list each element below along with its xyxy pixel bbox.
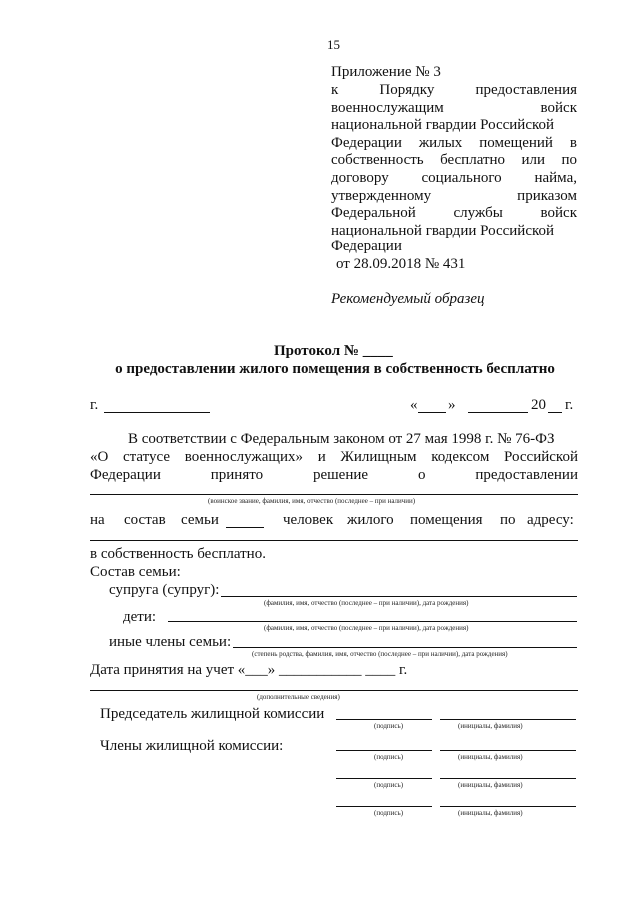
caption-initials: (инициалы, фамилия) bbox=[458, 722, 523, 730]
paragraph-word: принято bbox=[210, 467, 264, 483]
member-3-name-field[interactable] bbox=[440, 806, 576, 807]
caption-children: (фамилия, имя, отчество (последнее – при наличии), дата рождения) bbox=[264, 624, 469, 632]
month-field[interactable] bbox=[468, 412, 528, 413]
paragraph-word: предоставлении bbox=[475, 467, 578, 483]
family-composition-label: Состав семьи: bbox=[90, 564, 181, 580]
paragraph-word: о bbox=[417, 467, 426, 483]
appendix-word: войск bbox=[540, 99, 577, 116]
appendix-word: к bbox=[331, 82, 339, 98]
caption-spouse: (фамилия, имя, отчество (последнее – при наличии), дата рождения) bbox=[264, 599, 469, 607]
appendix-word: бесплатно bbox=[440, 152, 506, 169]
caption-signature: (подпись) bbox=[374, 753, 404, 761]
protocol-title: Протокол № ____ bbox=[274, 343, 393, 359]
appendix-line bbox=[331, 100, 577, 117]
text-semi: семьи bbox=[181, 512, 219, 528]
paragraph-word: Федерации bbox=[90, 467, 161, 483]
appendix-word: утвержденному bbox=[331, 187, 432, 204]
members-label: Члены жилищной комиссии: bbox=[100, 738, 284, 754]
appendix-date: от 28.09.2018 № 431 bbox=[336, 256, 466, 272]
text-sostav: состав bbox=[124, 512, 166, 528]
member-1-signature-field[interactable] bbox=[336, 750, 432, 751]
text-po: по bbox=[500, 512, 516, 528]
family-size-field[interactable] bbox=[226, 527, 264, 528]
page-number: 15 bbox=[327, 37, 340, 52]
appendix-word: войск bbox=[540, 205, 577, 222]
caption-signature: (подпись) bbox=[374, 781, 404, 789]
date-quote-open: « bbox=[410, 397, 418, 413]
caption-rank: (воинское звание, фамилия, имя, отчество (последнее – при наличии) bbox=[208, 497, 416, 505]
date-quote-close: » bbox=[448, 397, 456, 413]
appendix-word: договору bbox=[331, 170, 389, 186]
appendix-line bbox=[331, 170, 577, 187]
appendix-word: предоставления bbox=[475, 82, 577, 98]
recommended-sample: Рекомендуемый образец bbox=[331, 291, 485, 307]
text-na: на bbox=[90, 512, 105, 528]
appendix-word: Федерации bbox=[331, 134, 402, 151]
free-ownership-text: в собственность бесплатно. bbox=[90, 546, 266, 562]
paragraph-word: решение bbox=[312, 467, 369, 483]
caption-initials: (инициалы, фамилия) bbox=[458, 809, 523, 817]
paragraph-word: Российской bbox=[504, 449, 578, 465]
paragraph-line-1: В соответствии с Федеральным законом от 27 мая 1998 г. № 76-ФЗ bbox=[128, 431, 555, 447]
appendix-word: социального bbox=[421, 170, 502, 186]
city-field[interactable] bbox=[104, 412, 210, 413]
protocol-subtitle: о предоставлении жилого помещения в собственность бесплатно bbox=[115, 361, 555, 377]
appendix-word: собственность bbox=[331, 152, 424, 169]
appendix-line bbox=[331, 152, 577, 169]
paragraph-line-3 bbox=[90, 467, 578, 484]
appendix-line bbox=[331, 188, 577, 205]
chairman-signature-field[interactable] bbox=[336, 719, 432, 720]
children-label: дети: bbox=[123, 609, 157, 625]
appendix-word: службы bbox=[453, 205, 503, 222]
appendix-word: или bbox=[521, 152, 546, 169]
member-2-signature-field[interactable] bbox=[336, 778, 432, 779]
appendix-word: жилых bbox=[418, 134, 463, 151]
appendix-word: по bbox=[561, 152, 577, 169]
appendix-word: Порядку bbox=[379, 82, 435, 98]
day-field[interactable] bbox=[418, 412, 446, 413]
other-members-field[interactable] bbox=[233, 647, 577, 648]
paragraph-word: статусе bbox=[123, 449, 171, 465]
appendix-word: Федеральной bbox=[331, 205, 416, 222]
member-1-name-field[interactable] bbox=[440, 750, 576, 751]
member-2-name-field[interactable] bbox=[440, 778, 576, 779]
paragraph-word: Жилищным bbox=[340, 449, 417, 465]
appendix-line bbox=[331, 135, 577, 152]
spouse-label: супруга (супруг): bbox=[109, 582, 220, 598]
appendix-last-line: Федерации bbox=[331, 238, 402, 254]
paragraph-word: кодексом bbox=[431, 449, 490, 465]
paragraph-word: и bbox=[317, 449, 326, 465]
year-suffix: г. bbox=[565, 397, 574, 413]
caption-signature: (подпись) bbox=[374, 809, 404, 817]
text-adresu: адресу: bbox=[527, 512, 574, 528]
children-field[interactable] bbox=[168, 621, 577, 622]
paragraph-word: «О bbox=[90, 449, 109, 465]
caption-signature: (подпись) bbox=[374, 722, 404, 730]
registration-date-label: Дата принятия на учет «___» ___________ ____ г. bbox=[90, 662, 408, 678]
spouse-field[interactable] bbox=[221, 596, 577, 597]
caption-initials: (инициалы, фамилия) bbox=[458, 753, 523, 761]
appendix-line bbox=[331, 205, 577, 222]
appendix-word: военнослужащим bbox=[331, 99, 444, 116]
appendix-word: помещений bbox=[479, 134, 553, 151]
text-zhilogo: жилого bbox=[347, 512, 394, 528]
member-3-signature-field[interactable] bbox=[336, 806, 432, 807]
paragraph-word: военнослужащих» bbox=[184, 449, 304, 465]
appendix-line bbox=[331, 82, 577, 99]
paragraph-line-2 bbox=[90, 449, 578, 466]
appendix-word: в bbox=[569, 134, 577, 151]
text-chelovek: человек bbox=[283, 512, 334, 528]
appendix-word: национальной гвардии Российской bbox=[331, 117, 555, 134]
rank-name-field[interactable] bbox=[90, 494, 578, 495]
chairman-name-field[interactable] bbox=[440, 719, 576, 720]
text-pomeshcheniya: помещения bbox=[410, 512, 483, 528]
appendix-word: приказом bbox=[517, 187, 577, 204]
year-prefix: 20 bbox=[531, 397, 546, 413]
appendix-title: Приложение № 3 bbox=[331, 64, 441, 80]
chairman-label: Председатель жилищной комиссии bbox=[100, 706, 325, 722]
appendix-word: национальной гвардии Российской bbox=[331, 222, 555, 239]
year-field[interactable] bbox=[548, 412, 562, 413]
city-prefix: г. bbox=[90, 397, 99, 413]
caption-kinship: (степень родства, фамилия, имя, отчество (последнее – при наличии), дата рождения) bbox=[252, 650, 508, 658]
additional-info-field[interactable] bbox=[90, 690, 578, 691]
caption-initials: (инициалы, фамилия) bbox=[458, 781, 523, 789]
address-field[interactable] bbox=[90, 540, 578, 541]
appendix-word: найма, bbox=[534, 170, 577, 186]
caption-additional: (дополнительные сведения) bbox=[257, 693, 340, 701]
appendix-line bbox=[331, 117, 577, 134]
other-members-label: иные члены семьи: bbox=[109, 634, 232, 650]
